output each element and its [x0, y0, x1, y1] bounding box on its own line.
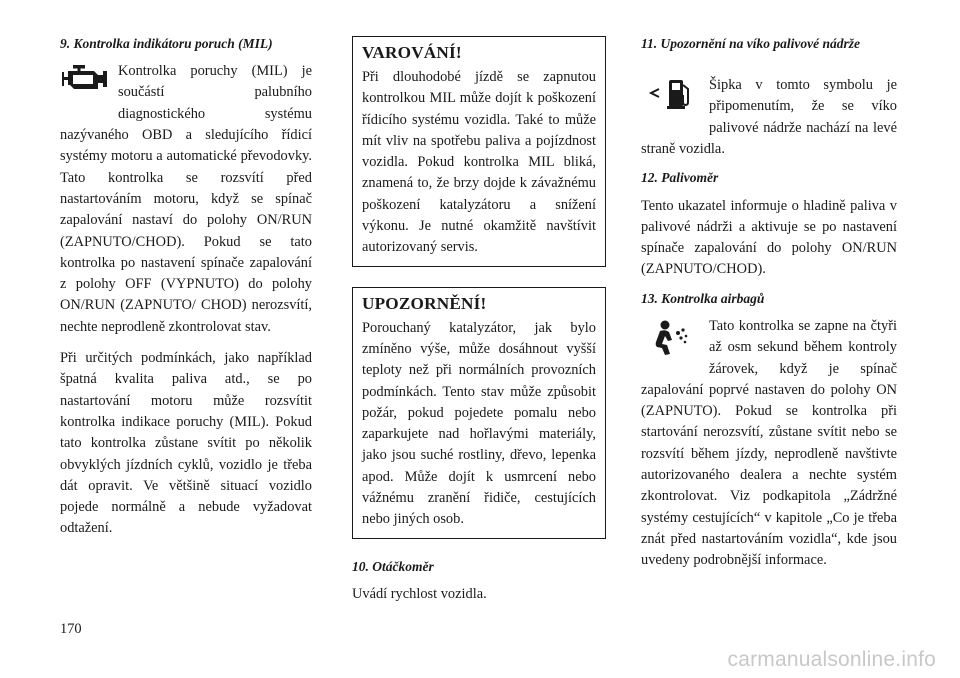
caution-text: Porouchaný katalyzátor, jak bylo zmíněno výše, může dosáhnout vyšší teploty než při normálních provozních podmínkách. Tento stav může způsobit požár, pokud pojedete pomalu nebo zaparkujete nad hořlavými materiály, jako jsou suché rostliny, dřevo, lepenka apod. Může dojít k usmrcení nebo vážnému zranění řidiče, cestujících nebo jiných osob.	[362, 319, 596, 528]
column-fuel-airbag	[641, 36, 897, 582]
tachometer-text: Uvádí rychlost vozidla.	[352, 585, 487, 602]
caution-title: UPOZORNĚNÍ!	[362, 293, 487, 313]
mil-conditions: Při určitých podmínkách, jako například špatná kvalita paliva atd., se po nastartování motoru může rozsvítit kontrolka indikace poruchy (MIL). Pokud tato kontrolka zůstane svítit po několik obvyklých jízdních cyklů, vozidlo je třeba dát opravit. Ve většině situací vozidlo pojede normálně a nebude vyžadovat odtažení.	[60, 350, 312, 537]
warning-title: VAROVÁNÍ!	[362, 43, 462, 62]
warning-box	[352, 36, 606, 267]
heading-fuel-door: 11. Upozornění na víko palivové nádrže	[641, 36, 861, 51]
heading-fuel-gauge: 12. Palivoměr	[641, 170, 719, 186]
column-mil	[60, 36, 312, 550]
watermark: carmanualsonline.info	[727, 648, 936, 671]
fuel-door-text: Šipka v tomto symbolu je připomenutím, že se víko palivové nádrže nachází na levé straně vozidla.	[641, 77, 897, 158]
heading-mil: 9. Kontrolka indikátoru poruch (MIL)	[60, 36, 273, 51]
fuel-gauge-text: Tento ukazatel informuje o hladině paliva v palivové nádrži a aktivuje se po nastavení spínače zapalování do polohy ON/RUN (ZAPNUTO/CHOD).	[641, 197, 897, 278]
engine-icon	[60, 63, 110, 107]
caution-box	[352, 287, 606, 539]
heading-airbag: 13. Kontrolka airbagů	[641, 290, 765, 306]
heading-tachometer: 10. Otáčkoměr	[352, 558, 434, 574]
mil-description: Kontrolka poruchy (MIL) je součástí palubního diagnostického systému nazývaného OBD a sledujícího řídicí systémy motoru a automatické převodovky. Tato kontrolka se rozsvítí před nastartováním motoru, když se spínač zapalování nastaví do polohy ON/RUN (ZAPNUTO/CHOD). Pokud se tato kontrolka po nastavení spínače zapalování z polohy OFF (VYPNUTO) do polohy ON/RUN (ZAPNUTO/ CHOD) nerozsvítí, nechte neprodleně zkontrolovat stav.	[60, 63, 312, 335]
airbag-icon	[641, 318, 701, 362]
fuel-pump-icon	[641, 77, 701, 121]
airbag-text: Tato kontrolka se zapne na čtyři až osm sekund během kontroly žárovek, když je spínač zapalování poprvé nastaven do polohy ON (ZAPNUTO). Pokud se kontrolka při startování nerozsvítí, zůstane svítit nebo se rozsvítí během jízdy, neprodleně navštivte autorizovaného dealera a nechte systém zkontrolovat. Viz podkapitola „Zádržné systémy cestujících“ v kapitole „Co je třeba znát před nastartováním vozidla“, kde jsou uvedeny podrobnější informace.	[641, 317, 897, 569]
page-number: 170	[60, 621, 82, 637]
column-warnings	[352, 36, 606, 615]
warning-text: Při dlouhodobé jízdě se zapnutou kontrolkou MIL může dojít k poškození řídicího systému vozidla. Také to může mít vliv na spotřebu paliva a pojízdnost vozidla. Pokud kontrolka MIL bliká, znamená to, že brzy dojde k závažnému poškození katalyzátoru a snížení výkonu. Je nutné okamžitě navštívit autorizovaný servis.	[362, 69, 596, 256]
